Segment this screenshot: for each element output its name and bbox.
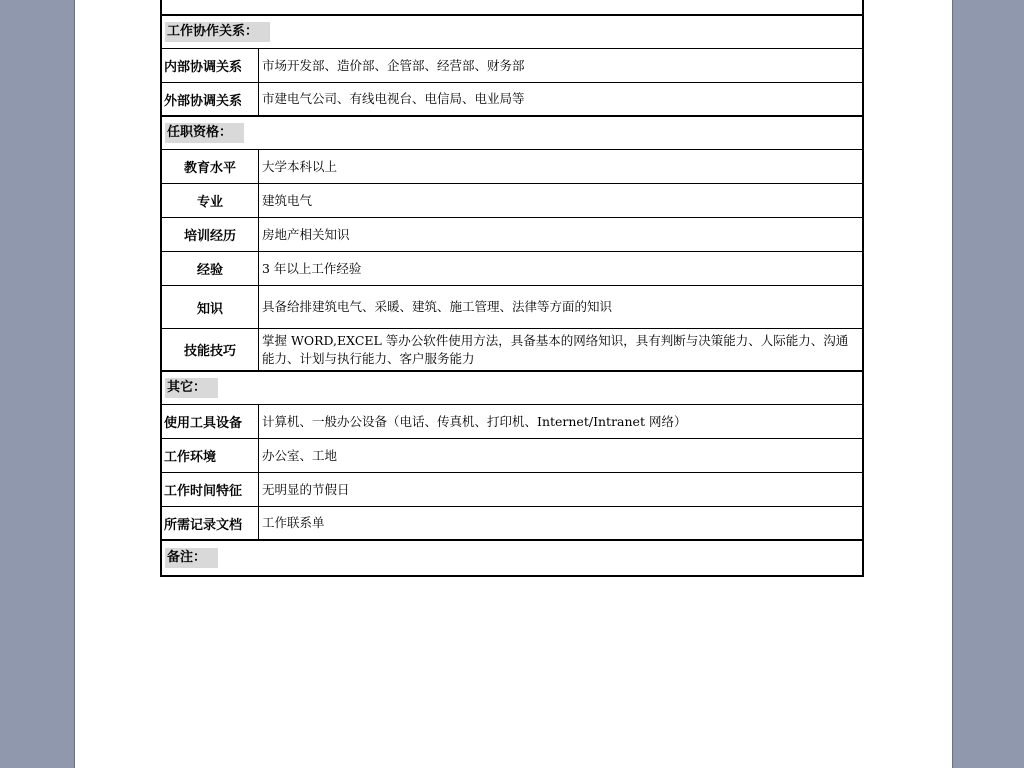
section-title: 其它： xyxy=(165,378,218,398)
row-value: 无明显的节假日 xyxy=(262,481,350,497)
table-row xyxy=(162,473,862,507)
section-title: 工作协作关系： xyxy=(165,22,270,42)
row-value: 具备给排建筑电气、采暖、建筑、施工管理、法律等方面的知识 xyxy=(262,299,613,314)
table-row xyxy=(162,507,862,541)
row-value: 房地产相关知识 xyxy=(262,226,350,242)
previous-section-tail xyxy=(162,0,862,16)
table-row xyxy=(162,286,862,329)
row-value: 掌握 WORD,EXCEL 等办公软件使用方法，具备基本的网络知识，具有判断与决策能力、人际能力、沟通能力、计划与执行能力、客户服务能力 xyxy=(262,332,849,366)
section-title: 备注： xyxy=(165,548,218,568)
section-header-qualification xyxy=(162,117,862,150)
row-label: 培训经历 xyxy=(162,218,259,251)
job-description-table xyxy=(160,0,864,577)
row-label: 技能技巧 xyxy=(162,329,259,370)
document-page xyxy=(74,0,953,768)
row-label: 教育水平 xyxy=(162,150,259,183)
row-value: 办公室、工地 xyxy=(262,447,338,463)
row-value: 工作联系单 xyxy=(262,515,325,530)
row-label: 外部协调关系 xyxy=(162,83,259,115)
row-label: 使用工具设备 xyxy=(162,405,259,438)
row-label: 内部协调关系 xyxy=(162,49,259,82)
table-row xyxy=(162,218,862,252)
row-label: 工作环境 xyxy=(162,439,259,472)
row-value: 计算机、一般办公设备（电话、传真机、打印机、Internet/Intranet 网络） xyxy=(262,413,687,429)
row-label: 知识 xyxy=(162,286,259,328)
row-value: 市建电气公司、有线电视台、电信局、电业局等 xyxy=(262,91,525,106)
row-label: 专业 xyxy=(162,184,259,217)
section-header-other xyxy=(162,372,862,405)
table-row xyxy=(162,329,862,372)
section-title: 任职资格： xyxy=(165,123,244,143)
section-header-coordination xyxy=(162,16,862,49)
table-row xyxy=(162,405,862,439)
table-row xyxy=(162,184,862,218)
row-label: 经验 xyxy=(162,252,259,285)
row-label: 工作时间特征 xyxy=(162,473,259,506)
row-value: 3 年以上工作经验 xyxy=(262,260,362,276)
row-value: 建筑电气 xyxy=(262,192,313,208)
table-row xyxy=(162,252,862,286)
row-value: 市场开发部、造价部、企管部、经营部、财务部 xyxy=(262,57,525,73)
table-row xyxy=(162,49,862,83)
table-row xyxy=(162,83,862,117)
row-value: 大学本科以上 xyxy=(262,158,338,174)
section-header-remarks xyxy=(162,541,862,575)
table-row xyxy=(162,439,862,473)
row-label: 所需记录文档 xyxy=(162,507,259,539)
table-row xyxy=(162,150,862,184)
